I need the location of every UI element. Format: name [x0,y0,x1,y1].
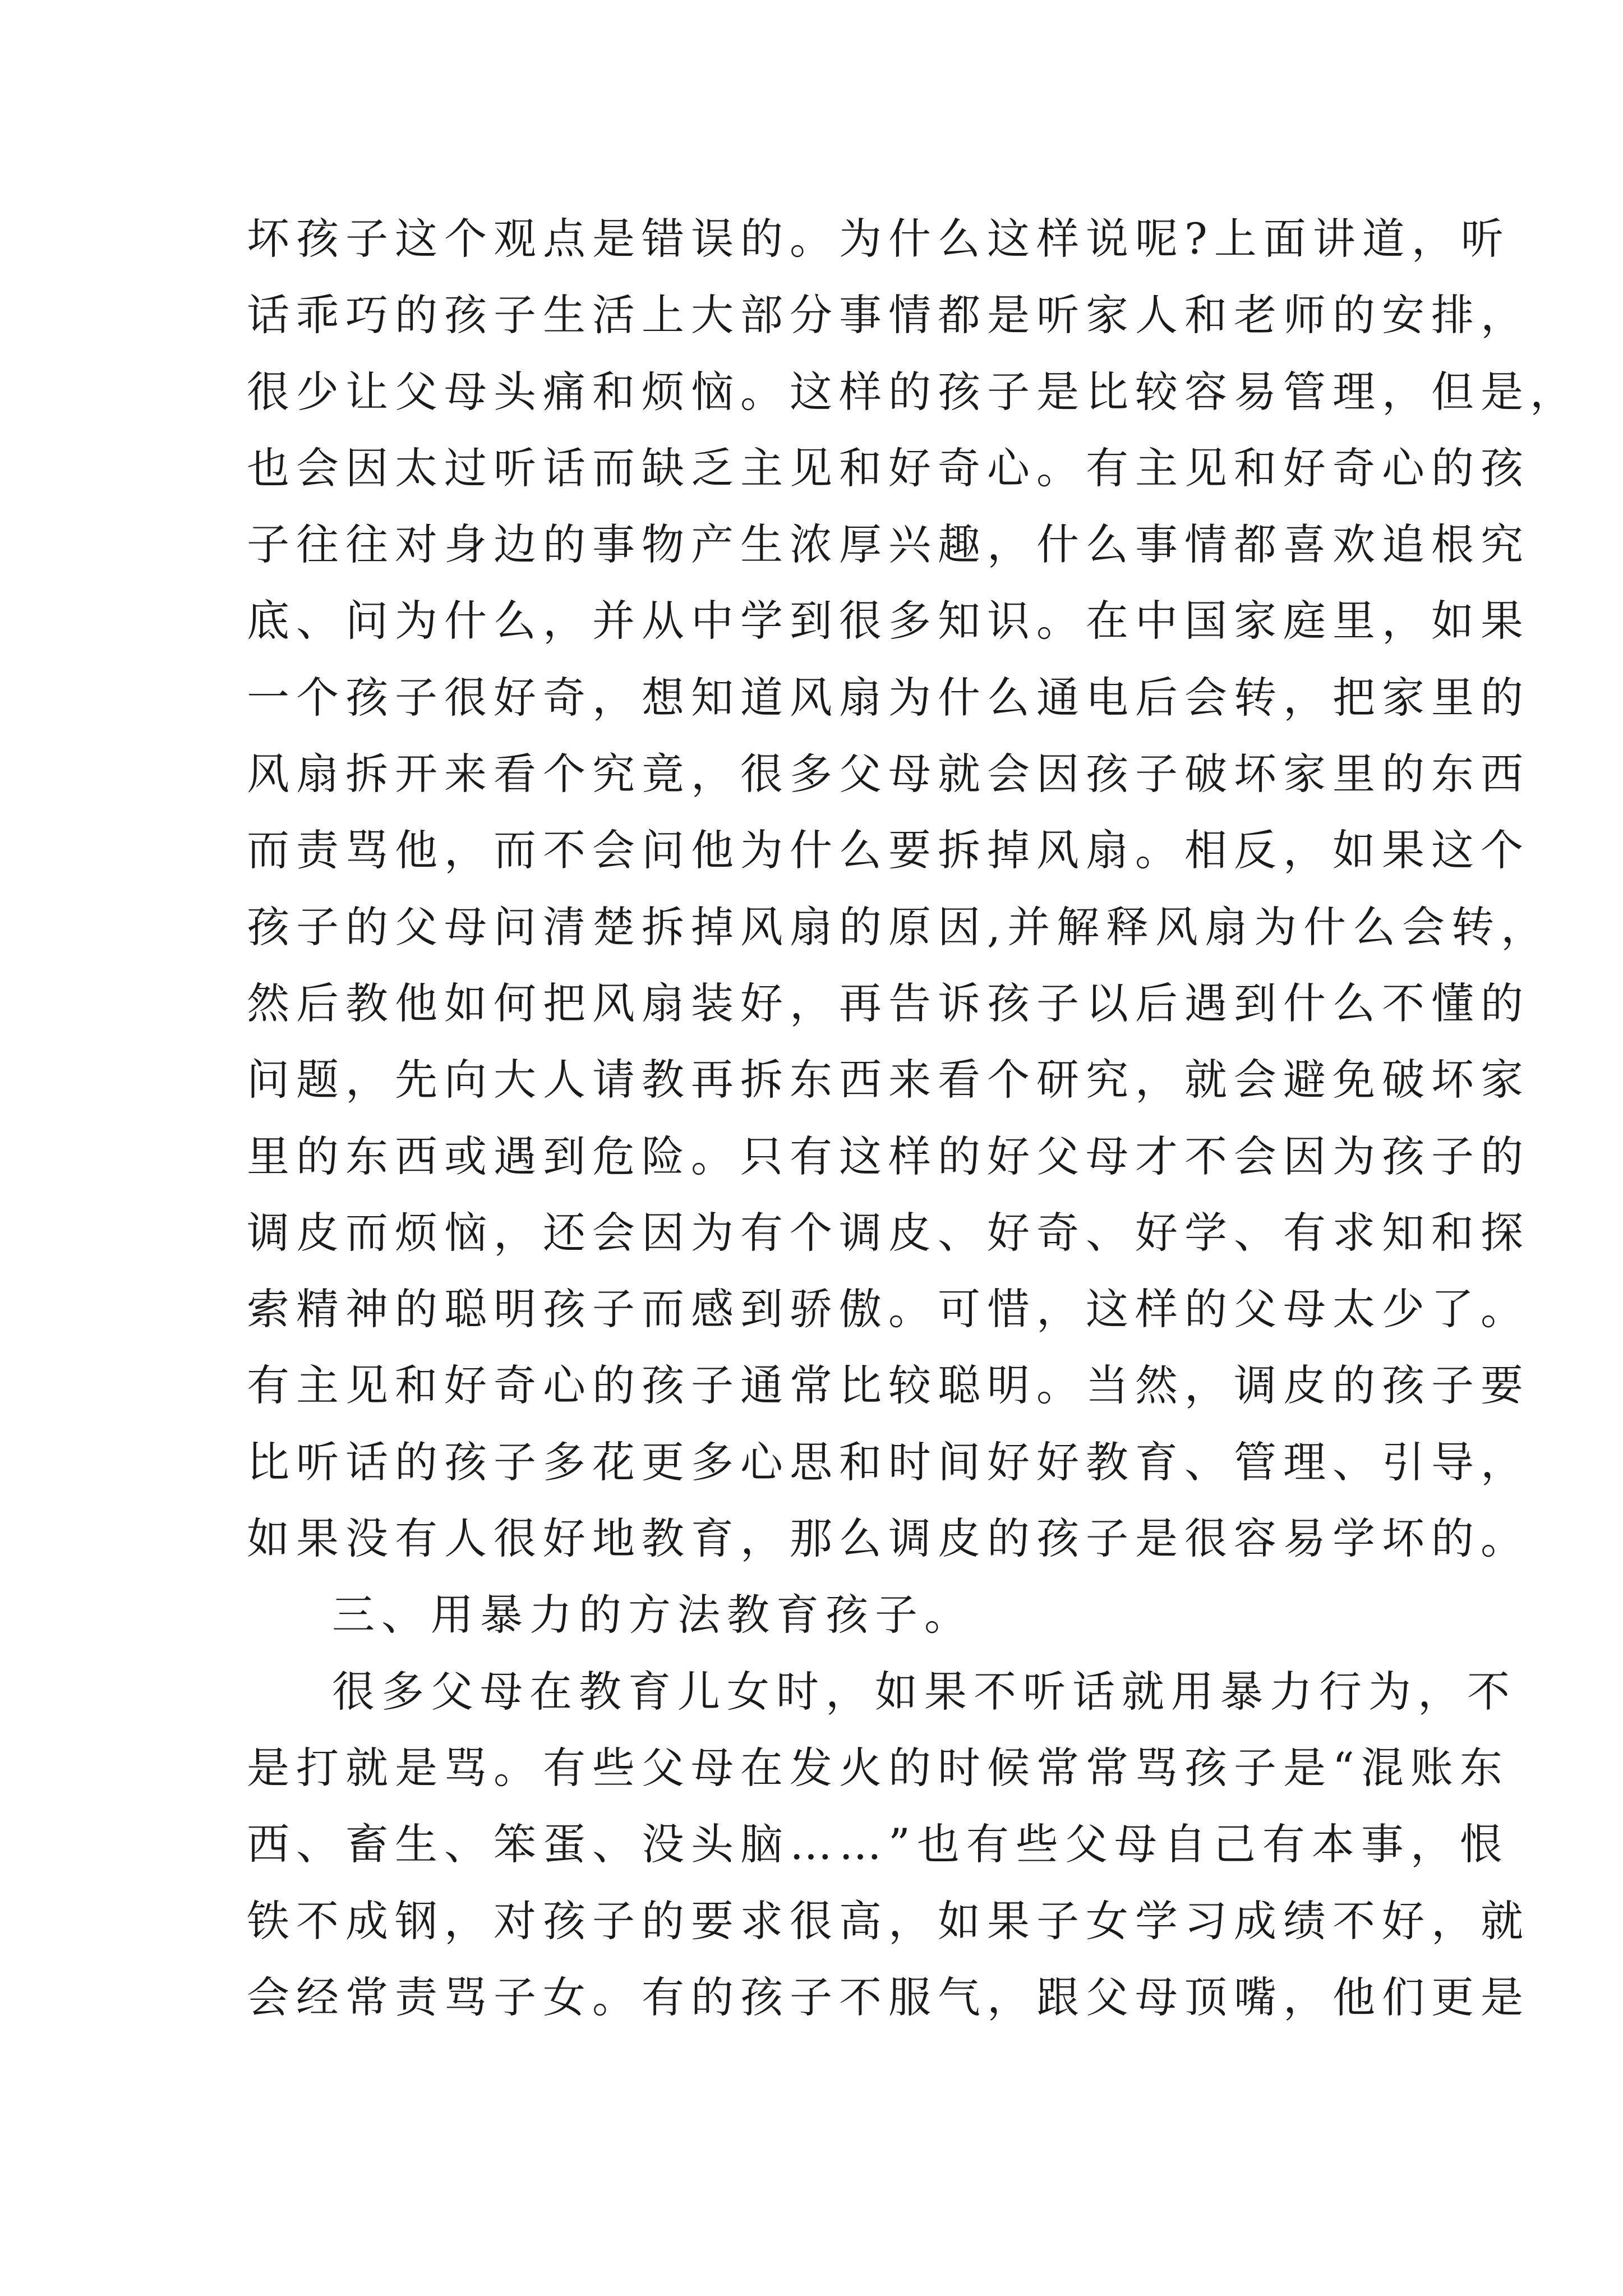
text-line: 孩子的父母问清楚拆掉风扇的原因,并解释风扇为什么会转， [247,901,1551,952]
text-line: 里的东西或遇到危险。只有这样的好父母才不会因为孩子的 [247,1131,1530,1181]
text-line: 铁不成钢，对孩子的要求很高，如果子女学习成绩不好，就 [247,1895,1530,1946]
text-line: 也会因太过听话而缺乏主见和好奇心。有主见和好奇心的孩 [247,443,1530,493]
text-line: 而责骂他，而不会问他为什么要拆掉风扇。相反，如果这个 [247,825,1530,876]
text-line: 底、问为什么，并从中学到很多知识。在中国家庭里，如果 [247,596,1530,646]
text-line: 有主见和好奇心的孩子通常比较聪明。当然，调皮的孩子要 [247,1360,1530,1411]
text-line: 会经常责骂子女。有的孩子不服气，跟父母顶嘴，他们更是 [247,1972,1530,2022]
text-line: 风扇拆开来看个究竟，很多父母就会因孩子破坏家里的东西 [247,749,1530,799]
text-line: 一个孩子很好奇，想知道风扇为什么通电后会转，把家里的 [247,672,1530,723]
paragraph-start-line: 很多父母在教育儿女时，如果不听话就用暴力行为，不 [332,1666,1516,1717]
text-line: 问题，先向大人请教再拆东西来看个研究，就会避免破坏家 [247,1055,1530,1105]
text-line: 子往往对身边的事物产生浓厚兴趣，什么事情都喜欢追根究 [247,519,1530,570]
text-line: 是打就是骂。有些父母在发火的时候常常骂孩子是“混账东 [247,1742,1509,1793]
text-line: 西、畜生、笨蛋、没头脑……”也有些父母自己有本事，恨 [247,1819,1509,1870]
text-line: 坏孩子这个观点是错误的。为什么这样说呢?上面讲道，听 [247,214,1510,264]
section-heading: 三、用暴力的方法教育孩子。 [332,1590,974,1640]
text-line: 如果没有人很好地教育，那么调皮的孩子是很容易学坏的。 [247,1513,1530,1564]
text-line: 然后教他如何把风扇装好，再告诉孩子以后遇到什么不懂的 [247,978,1530,1028]
text-line: 比听话的孩子多花更多心思和时间好好教育、管理、引导， [247,1437,1530,1487]
text-line: 索精神的聪明孩子而感到骄傲。可惜，这样的父母太少了。 [247,1284,1530,1335]
body-text [247,201,1579,2036]
text-line: 调皮而烦恼，还会因为有个调皮、好奇、好学、有求知和探 [247,1207,1530,1258]
text-line: 话乖巧的孩子生活上大部分事情都是听家人和老师的安排， [247,290,1530,341]
text-line: 很少让父母头痛和烦恼。这样的孩子是比较容易管理，但是， [247,366,1579,417]
